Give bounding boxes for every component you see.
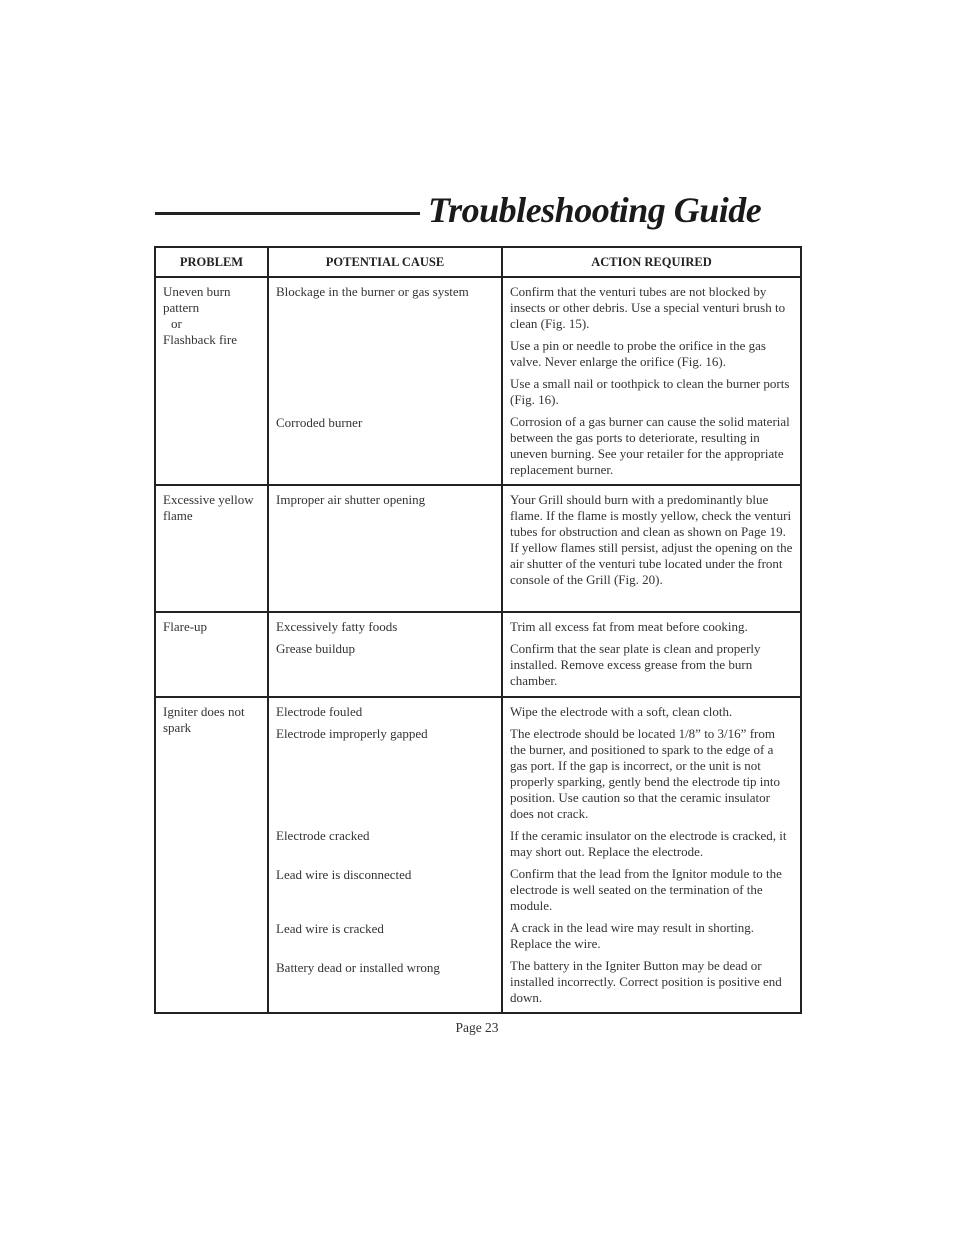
cause-text: Excessively fatty foods — [276, 619, 398, 634]
table-row — [155, 485, 801, 612]
action-cell — [502, 697, 801, 1013]
cause-cell — [268, 697, 502, 1013]
problem-cell — [155, 697, 268, 1013]
action-text: If the ceramic insulator on the electrode is cracked, it may short out. Replace the electrode. — [510, 828, 787, 859]
problem-cell — [155, 485, 268, 612]
cause-cell — [268, 612, 502, 697]
action-text: Wipe the electrode with a soft, clean cloth. — [510, 704, 733, 719]
problem-text: Uneven burn — [163, 284, 231, 299]
table-row — [155, 612, 801, 697]
action-text: Confirm that the venturi tubes are not blocked by insects or other debris. Use a special venturi brush to clean (Fig. 15). — [510, 284, 786, 331]
cause-text: Battery dead or installed wrong — [276, 960, 440, 975]
cause-text: Corroded burner — [276, 415, 363, 430]
cause-text: Lead wire is disconnected — [276, 867, 412, 882]
problem-text: Igniter does not — [163, 704, 245, 719]
action-text: Use a small nail or toothpick to clean the burner ports (Fig. 16). — [510, 376, 790, 407]
action-text: Use a pin or needle to probe the orifice in the gas valve. Never enlarge the orifice (Fig. 16). — [510, 338, 766, 369]
problem-text: or — [171, 316, 182, 331]
problem-text: Flare-up — [163, 619, 208, 634]
cause-text: Electrode fouled — [276, 704, 363, 719]
title-rule — [155, 212, 420, 215]
action-text: Corrosion of a gas burner can cause the solid material between the gas ports to deteriorate, resulting in uneven burning. See your retailer for the appropriate replacement burner. — [510, 414, 790, 477]
action-cell — [502, 277, 801, 485]
action-text: Trim all excess fat from meat before cooking. — [510, 619, 748, 634]
action-text: The battery in the Igniter Button may be dead or installed incorrectly. Correct position is positive end down. — [510, 958, 782, 1005]
header-problem: PROBLEM — [155, 247, 268, 277]
action-cell — [502, 485, 801, 612]
cause-text: Improper air shutter opening — [276, 492, 426, 507]
page-title: Troubleshooting Guide — [428, 190, 762, 230]
cause-text: Lead wire is cracked — [276, 921, 384, 936]
action-text: Confirm that the sear plate is clean and properly installed. Remove excess grease from the burn chamber. — [510, 641, 761, 688]
action-text: Your Grill should burn with a predominantly blue flame. If the flame is mostly yellow, check the venturi tubes for obstruction and clean as shown on Page 19. If yellow flames still persist, adjust the opening on the air shutter of the venturi tube located under the front console of the Grill (Fig. 20). — [510, 492, 793, 587]
problem-text: spark — [163, 720, 192, 735]
cause-text: Electrode cracked — [276, 828, 370, 843]
table-header-row — [155, 247, 801, 277]
cause-text: Electrode improperly gapped — [276, 726, 428, 741]
action-text: Confirm that the lead from the Ignitor module to the electrode is well seated on the termination of the module. — [510, 866, 782, 913]
action-text: A crack in the lead wire may result in shorting. Replace the wire. — [510, 920, 755, 951]
table-row — [155, 697, 801, 1013]
header-cause: POTENTIAL CAUSE — [268, 247, 502, 277]
cause-text: Grease buildup — [276, 641, 356, 656]
cause-cell — [268, 485, 502, 612]
troubleshooting-table — [154, 246, 802, 1014]
problem-text: Flashback fire — [163, 332, 238, 347]
action-cell — [502, 612, 801, 697]
table-row — [155, 277, 801, 485]
problem-text: Excessive yellow — [163, 492, 254, 507]
cause-cell — [268, 277, 502, 485]
problem-cell — [155, 277, 268, 485]
cause-text: Blockage in the burner or gas system — [276, 284, 469, 299]
page-number: Page 23 — [455, 1020, 499, 1035]
header-action: ACTION REQUIRED — [502, 247, 801, 277]
action-text: The electrode should be located 1/8” to 3/16” from the burner, and positioned to spark to the edge of a gas port. If the gap is incorrect, or the unit is not properly sparking, gently bend the electrode tip into position. Use caution so that the ceramic insulator does not crack. — [510, 726, 781, 821]
problem-text: flame — [163, 508, 193, 523]
problem-cell — [155, 612, 268, 697]
problem-text: pattern — [163, 300, 200, 315]
